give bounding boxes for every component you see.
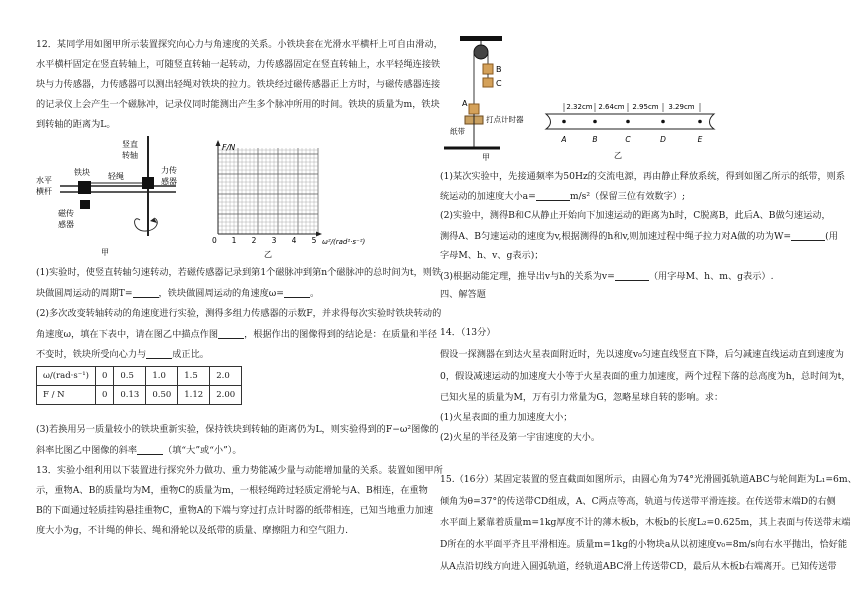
q14-line-1: 假设一探测器在到达火星表面附近时，先以速度v₀匀速直线竖直下降，后匀减速直线运动直到速度为 bbox=[440, 349, 844, 360]
label-b: B bbox=[496, 65, 502, 74]
table-cell: 0.5 bbox=[114, 367, 146, 386]
tape-distance-label: 2.64cm bbox=[598, 103, 625, 111]
q12-2-line-1: (2)多次改变转轴转动的角速度进行实验，测得多组力传感器的示数F，并求得每次实验时铁块转动的 bbox=[36, 308, 442, 319]
table-cell: 1.12 bbox=[178, 386, 210, 405]
label-tape: 纸带 bbox=[450, 127, 465, 136]
q12-line-4: 的记录仪上会产生一个磁脉冲，记录仪同时能测出产生多个脉冲所用的时间。铁块的质量为m，铁块 bbox=[36, 99, 440, 110]
tape-point-label: C bbox=[625, 135, 631, 144]
yi-xlabel: ω²/(rad²·s⁻²) bbox=[322, 238, 366, 246]
label-light-rope: 轻绳 bbox=[108, 172, 124, 181]
q13-line-2: 示，重物A、B的质量均为M，重物C的质量为m，一根轻绳跨过轻质定滑轮与A、B相连，在重物 bbox=[36, 485, 428, 496]
tape-points bbox=[560, 103, 702, 144]
q12-line-3: 块与力传感器，力传感器可以测出轻绳对铁块的拉力。铁块经过磁传感器正上方时，与磁传感器连接 bbox=[36, 79, 441, 90]
table-row bbox=[37, 386, 242, 405]
table-cell: 2.0 bbox=[210, 367, 242, 386]
yi-xtick: 1 bbox=[231, 236, 237, 245]
data-table bbox=[36, 366, 242, 405]
grid-lines bbox=[218, 148, 318, 234]
table-cell: 1.0 bbox=[146, 367, 178, 386]
q14-line-3: 已知火星的质量为M，万有引力常量为G，忽略星球自转的影响。求： bbox=[440, 392, 724, 403]
weight-a bbox=[469, 104, 479, 114]
yi-xtick: 4 bbox=[291, 236, 297, 245]
q13-1-line-2: 统运动的加速度大小a= m/s²（保留三位有效数字）; bbox=[440, 190, 686, 202]
answer-blank-period[interactable] bbox=[133, 288, 159, 298]
yi-origin: 0 bbox=[212, 236, 217, 245]
q14-line-4: (1)火星表面的重力加速度大小； bbox=[440, 412, 573, 423]
label-timer: 打点计时器 bbox=[486, 115, 524, 124]
q12-3-line-1: (3)若换用另一质量较小的铁块重新实验，保持铁块到转轴的距离仍为L，则实验得到的F−ω²图像的 bbox=[36, 424, 439, 435]
label-force-2: 感器 bbox=[161, 177, 177, 186]
label-iron-block: 铁块 bbox=[74, 168, 90, 177]
q13-line-4: 度大小为g，不计绳的伸长、绳和滑轮以及纸带的质量、摩擦阻力和空气阻力. bbox=[36, 525, 348, 536]
q13-1-line-1: (1)某次实验中，先接通频率为50Hz的交流电源，再由静止释放系统，得到如图乙所示的纸带，则系 bbox=[440, 171, 846, 182]
tape-distance-label: 2.95cm bbox=[632, 103, 659, 111]
tape-distance-label: 3.29cm bbox=[668, 103, 695, 111]
label-vertical: 竖直 bbox=[122, 140, 138, 149]
q15-line-3: 水平面上紧靠着质量m=1kg厚度不计的薄木板b，木板b的长度L₂=0.625m，其上表面与传送带末端 bbox=[440, 517, 851, 528]
table-row bbox=[37, 367, 242, 386]
answer-blank-slope[interactable] bbox=[137, 445, 163, 455]
tape-point-label: D bbox=[660, 135, 666, 144]
q12-line-2: 水平横杆固定在竖直转轴上，可随竖直转轴一起转动，力传感器固定在竖直转轴上，水平轻绳连接铁 bbox=[36, 59, 441, 70]
caption-yi: 乙 bbox=[264, 250, 272, 258]
q12-line-1: 12．某同学用如图甲所示装置探究向心力与角速度的关系。小铁块套在光滑水平横杆上可自由滑动， bbox=[36, 39, 443, 50]
q12-line-5: 到转轴的距离为L。 bbox=[36, 119, 116, 130]
tape-point-label: A bbox=[561, 135, 567, 144]
label-mag-2: 感器 bbox=[58, 220, 74, 229]
q12-1-line-1: (1)实验时，使竖直转轴匀速转动，若磁传感器记录到第1个磁脉冲到第n个磁脉冲的总时间为t，则铁 bbox=[36, 267, 442, 278]
q12-2-line-3: 不变时，铁块所受向心力与 成正比。 bbox=[36, 348, 209, 360]
table-cell: 0 bbox=[95, 386, 113, 405]
q15-line-5: 从A点沿切线方向进入圆弧轨道，经轨道ABC滑上传送带CD，最后从木板b右端离开。已知传送带 bbox=[440, 561, 837, 572]
label-a: A bbox=[462, 99, 468, 108]
figure-yi-grid bbox=[200, 140, 380, 258]
magnetic-sensor bbox=[80, 200, 90, 209]
iron-block bbox=[78, 181, 91, 194]
yi-ylabel: F/N bbox=[222, 143, 236, 152]
table-cell: 2.00 bbox=[210, 386, 242, 405]
caption-jia: 甲 bbox=[101, 248, 109, 257]
tape-dot bbox=[562, 120, 566, 124]
table-cell: 1.5 bbox=[178, 367, 210, 386]
force-sensor bbox=[142, 177, 154, 189]
answer-blank-proportional[interactable] bbox=[146, 349, 172, 359]
caption-13-jia: 甲 bbox=[482, 153, 490, 162]
q12-2-line-2: 角速度ω，填在下表中，请在图乙中描点作图 ，根据作出的图像得到的结论是：在质量和半径 bbox=[36, 328, 437, 340]
label-shaft: 转轴 bbox=[122, 151, 138, 160]
tape-distance-label: 2.32cm bbox=[566, 103, 593, 111]
figure13-yi-tape bbox=[538, 100, 758, 162]
label-mag-1: 磁传 bbox=[58, 209, 74, 218]
table-cell: 0.13 bbox=[114, 386, 146, 405]
label-horizontal: 水平 bbox=[36, 176, 52, 185]
q13-line-1: 13．实验小组利用以下装置进行探究外力做功、重力势能减少量与动能增加量的关系。装置如图甲所 bbox=[36, 465, 443, 476]
figure-jia-apparatus bbox=[36, 136, 206, 258]
q15-line-1: 15.（16分）某固定装置的竖直截面如图所示，由圆心角为74°光滑圆弧轨道ABC与轮间距为L₁=6m、 bbox=[440, 474, 857, 485]
tape-dot bbox=[698, 120, 702, 124]
q14-line-5: (2)火星的半径及第一宇宙速度的大小。 bbox=[440, 432, 601, 443]
q14-head: 14．（13分） bbox=[440, 327, 496, 338]
caption-13-yi: 乙 bbox=[614, 151, 622, 160]
yi-xtick: 3 bbox=[271, 236, 277, 245]
weight-b bbox=[483, 64, 493, 74]
answer-blank-omega[interactable] bbox=[284, 288, 310, 298]
label-rod: 横杆 bbox=[36, 187, 52, 196]
tape-point-label: B bbox=[592, 135, 598, 144]
q13-2-line-1: (2)实验中，测得B和C从静止开始向下加速运动的距离为h时，C脱离B，此后A、B做匀速运动， bbox=[440, 210, 831, 221]
tape-dot bbox=[626, 120, 630, 124]
table-cell: F / N bbox=[37, 386, 96, 405]
answer-blank-work[interactable] bbox=[791, 231, 825, 241]
tape-dot bbox=[593, 120, 597, 124]
figure13-jia-pulley bbox=[440, 36, 550, 162]
pulley bbox=[474, 45, 488, 59]
q13-2-line-3: 字母M、h、v、g表示)； bbox=[440, 250, 544, 261]
answer-blank-plot[interactable] bbox=[218, 329, 244, 339]
q13-line-3: B的下面通过轻质挂钩悬挂重物C，重物A的下端与穿过打点计时器的纸带相连，已知当地重力加速 bbox=[36, 505, 434, 516]
yi-xtick: 5 bbox=[311, 236, 317, 245]
answer-blank-acceleration[interactable] bbox=[536, 191, 570, 201]
q15-line-4: D所在的水平面平齐且平滑相连。质量m=1kg的小物块a从以初速度v₀=8m/s向右水平抛出，恰好能 bbox=[440, 539, 848, 550]
table-cell: 0.50 bbox=[146, 386, 178, 405]
q15-line-2: 倾角为θ=37°的传送带CD组成，A、C两点等高，轨道与传送带平滑连接。在传送带末端D的右侧 bbox=[440, 496, 836, 507]
tape-dot bbox=[661, 120, 665, 124]
answer-blank-velocity[interactable] bbox=[615, 271, 649, 281]
q13-3-line: (3)根据动能定理，推导出v与h的关系为v= （用字母M、h、m、g表示）. bbox=[440, 270, 774, 282]
label-force-1: 力传 bbox=[161, 166, 177, 175]
q12-3-line-2: 斜率比图乙中图像的斜率 （填“大”或“小”）。 bbox=[36, 444, 242, 456]
q14-line-2: 0，假设减速运动的加速度大小等于火星表面的重力加速度，两个过程下落的总高度为h，总时间为t， bbox=[440, 371, 851, 382]
q12-1-line-2: 块做圆周运动的周期T= ，铁块做圆周运动的角速度ω= 。 bbox=[36, 287, 320, 299]
yi-xtick: 2 bbox=[251, 236, 257, 245]
q13-2-line-2: 测得A、B匀速运动的速度为v,根据测得的h和v,则加速过程中绳子拉力对A做的功为W= (用 bbox=[440, 230, 838, 242]
tape-point-label: E bbox=[697, 135, 703, 144]
table-cell: ω/(rad·s⁻¹) bbox=[37, 367, 96, 386]
section-title: 四、解答题 bbox=[440, 289, 486, 300]
weight-c bbox=[483, 78, 493, 87]
table-cell: 0 bbox=[95, 367, 113, 386]
label-c: C bbox=[496, 79, 502, 88]
